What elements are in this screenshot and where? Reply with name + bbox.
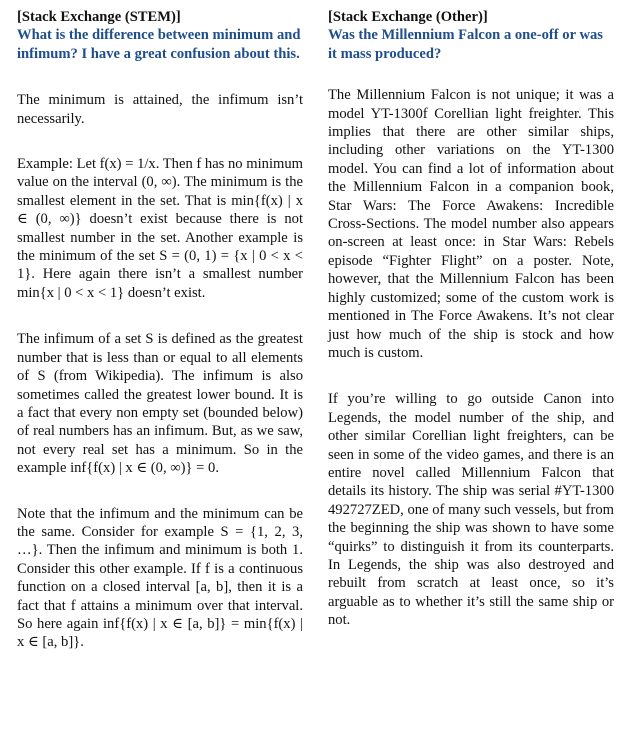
source-label: [Stack Exchange (STEM)] xyxy=(17,9,181,25)
answer-paragraph: If you’re willing to go outside Canon into Legends, the model number of the ship, and other similar Corellian light freighters, can be seen in some of the video games, and there is an entire novel called Millennium Falcon that details its history. The ship was serial #YT-1300 492727ZED, one of many such vessels, but from the beginning the ship was shown to have some “quirks” to distinguish it from its counterparts. In Legends, the ship was also destroyed and rebuilt from scratch at least once, so it’s arguable as to whether it’s still the same ship or not. xyxy=(328,391,614,629)
right-header xyxy=(328,8,614,63)
answer-paragraph: Note that the infimum and the minimum can be the same. Consider for example S = {1, 2, 3, …}. Then the infimum and minimum is both 1. Consider this other example. If f is a continuous function on a closed interval [a, b], then it is a fact that f attains a minimum over that interval. So here again inf{f(x) | x ∈ [a, b]} = min{f(x) | x ∈ [a, b]}. xyxy=(17,505,303,651)
question-title: What is the difference between minimum and infimum? I have a great confusion about this. xyxy=(17,27,301,62)
left-header xyxy=(17,8,303,63)
answer-paragraph: The infimum of a set S is defined as the greatest number that is less than or equal to all elements of S (from Wikipedia). The infimum is also sometimes called the greatest lower bound. It is a fact that every non empty set (bounded below) of real numbers has an infimum. But, as we saw, not every real set has a minimum. So in the example inf{f(x) | x ∈ (0, ∞)} = 0. xyxy=(17,331,303,477)
answer-paragraph: Example: Let f(x) = 1/x. Then f has no minimum value on the interval (0, ∞). The minimum is the smallest element in the set. That is min{f(x) | x ∈ (0, ∞)} doesn’t exist because there is not smallest number in the set. Another example is the minimum of the set S = (0, 1) = {x | 0 < x < 1}. Here again there isn’t a smallest number min{x | 0 < x < 1} doesn’t exist. xyxy=(17,156,303,301)
answer-paragraph: The minimum is attained, the infimum isn’t necessarily. xyxy=(17,92,303,127)
answer-paragraph: The Millennium Falcon is not unique; it was a model YT-1300f Corellian light freighter. This implies that there are other similar ships, including other variations on the YT-1300 model. You can find a lot of information about the Millennium Falcon in a companion book, Star Wars: The Force Awakens: Incredible Cross-Sections. The model number also appears on-screen at least once: in Star Wars: Rebels episode “Fighter Flight” on a poster. Note, however, that the Millennium Falcon has been highly customized; some of the custom work is mentioned in The Force Awakens. It’s not clear just how much of the ship is stock and how much is custom. xyxy=(328,87,614,361)
question-title: Was the Millennium Falcon a one-off or was it mass produced? xyxy=(328,27,603,62)
source-label: [Stack Exchange (Other)] xyxy=(328,9,488,25)
right-column xyxy=(328,8,614,630)
left-column xyxy=(17,8,303,652)
